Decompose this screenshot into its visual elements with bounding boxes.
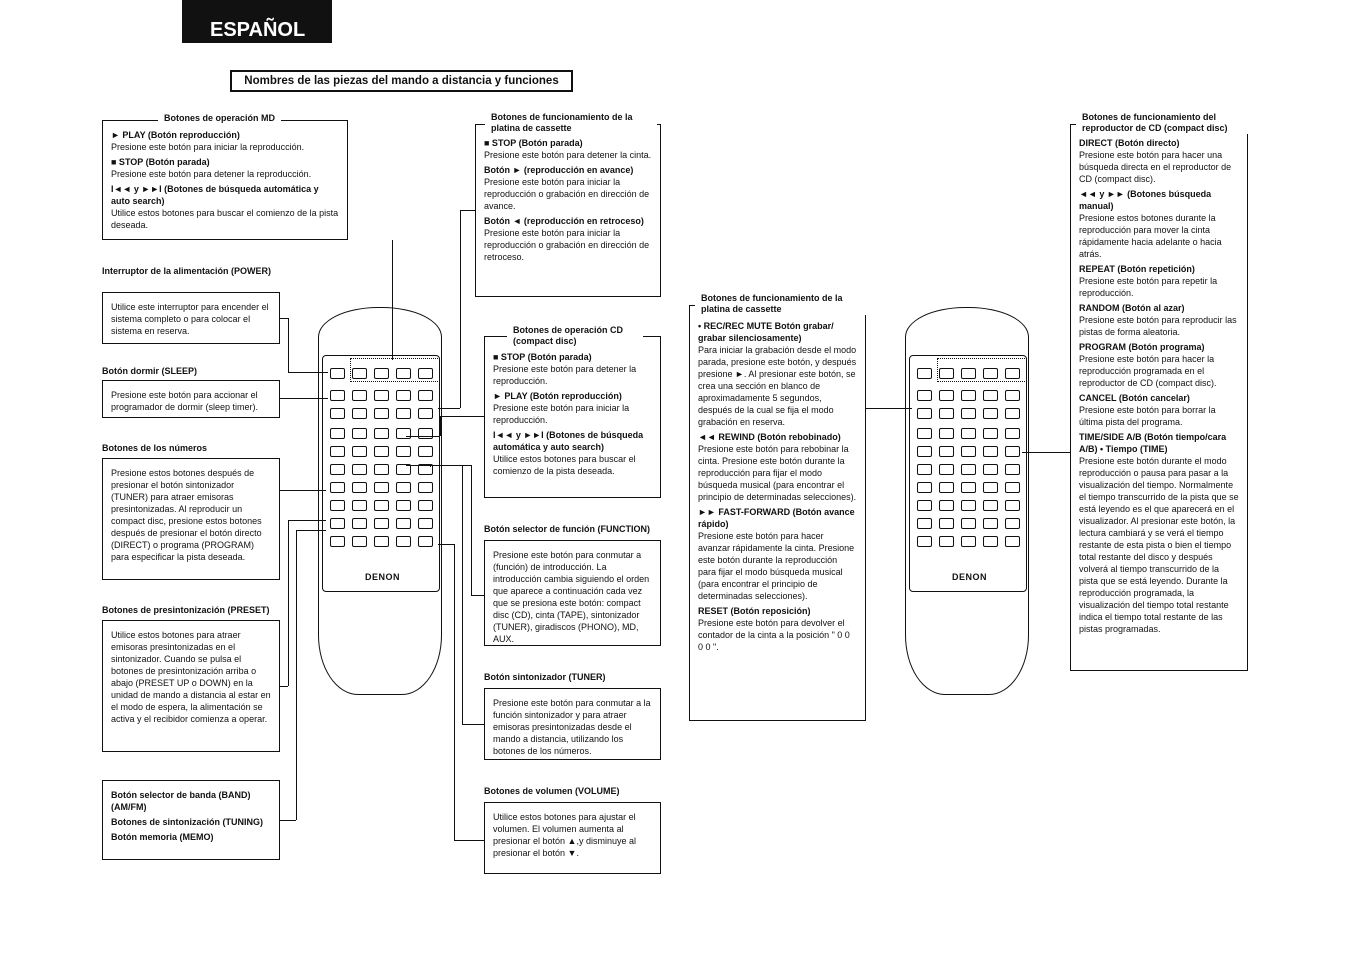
leader-line [288,372,328,373]
remote-key[interactable] [939,428,954,439]
remote-key[interactable] [418,408,433,419]
remote-key[interactable] [961,464,976,475]
remote-key[interactable] [1005,408,1020,419]
cassette2-section-title: Botones de funcionamiento de la platina de cassette [695,293,867,315]
leader-line [288,520,326,521]
tuner-label: Botón sintonizador (TUNER) [484,672,606,682]
leader-line [460,210,461,408]
remote-key[interactable] [917,464,932,475]
leader-line [866,408,912,409]
remote-key[interactable] [917,428,932,439]
cassette-box: ■ STOP (Botón parada) Presione este botón para detener la cinta. Botón ► (reproducción en avance) Presione este botón para iniciar la reproducción o grabación en dirección de avance. Botón ◄ (reproducción en retroceso) Presione este botón para iniciar la reproducción o grabación en dirección de retroceso. [475,124,661,297]
leader-line [471,595,484,596]
remote-left-brand: DENON [365,572,401,582]
remote-key[interactable] [418,500,433,511]
remote-key[interactable] [374,500,389,511]
remote-key[interactable] [1005,500,1020,511]
leader-line [392,240,393,360]
remote-key[interactable] [939,518,954,529]
power-label: Interruptor de la alimentación (POWER) [102,266,272,276]
remote-key[interactable] [1005,536,1020,547]
remote-key[interactable] [418,390,433,401]
md-buttons-box [102,120,348,240]
cassette-section-title: Botones de funcionamiento de la platina de cassette [485,112,657,134]
remote-key[interactable] [396,408,411,419]
numbers-label: Botones de los números [102,443,208,453]
function-label: Botón selector de función (FUNCTION) [484,524,650,534]
remote-key[interactable] [1005,390,1020,401]
remote-key[interactable] [418,482,433,493]
leader-line [438,465,439,466]
remote-key[interactable] [917,518,932,529]
remote-key[interactable] [983,390,998,401]
remote-key[interactable] [1005,518,1020,529]
cd-player-box: DIRECT (Botón directo) Presione este botón para hacer una búsqueda directa en el reproductor de CD (compact disc). ◄◄ y ►► (Botones búsqueda manual) Presione estos botones durante la reproducción para mover la cinta rápidamente hacia adelante o hacia atrás. REPEAT (Botón repetición) Presione este botón para repetir la reproducción. RANDOM (Botón al azar) Presione este botón para reproducir las pistas de forma aleatoria. PROGRAM (Botón programa) Presione este botón para hacer la reproducción programada en el reproductor de CD (compact disc). CANCEL (Botón cancelar) Presione este botón para borrar la última pista del programa. TIME/SIDE A/B (Botón tiempo/cara A/B) • Tiempo (TIME) Presione este botón durante el modo reproducción o pausa para pasar a la visualización del tiempo. Normalmente el tiempo transcurrido de la pista que se está leyendo es el que aparecerá en el visualizador. Al presionar este botón, la lectura cambiará y se verá el tiempo restante de esta pista o bien el tiempo total restante del disco y después volverá al tiempo transcurrido de la pista que se está leyendo. Durante la reproducción programada, la visualización del tiempo total restante indica el tiempo total restante de las pistas programadas. [1070,124,1248,671]
leader-line [440,416,484,417]
remote-key[interactable] [1005,428,1020,439]
leader-line [406,436,440,437]
remote-key[interactable] [330,500,345,511]
leader-line [438,408,460,409]
leader-line [288,318,289,372]
power-box: Utilice este interruptor para encender el sistema completo o para colocar el sistema en reserva. [102,292,280,344]
remote-key[interactable] [961,408,976,419]
remote-key[interactable] [352,500,367,511]
remote-key[interactable] [396,428,411,439]
leader-line [280,318,288,319]
remote-key[interactable] [374,428,389,439]
cassette2-box: • REC/REC MUTE Botón grabar/ grabar silenciosamente) Para iniciar la grabación desde el modo parada, presione este botón, y después presione ►. Al presionar este botón, se crea una sección en blanco de aproximadamente 5 segundos, después de la cual se fija el modo grabación en reserva. ◄◄ REWIND (Botón rebobinado) Presione este botón para rebobinar la cinta. Presione este botón durante la reproducción para fijar el modo búsqueda musical (para encontrar el principio de determinadas selecciones). ►► FAST-FORWARD (Botón avance rápido) Presione este botón para hacer avanzar rápidamente la cinta. Presione este botón durante la reproducción para fijar el modo búsqueda musical (para encontrar el principio de determinadas selecciones). RESET (Botón reposición) Presione este botón para devolver el contador de la cinta a la posición " 0 0 0 0 ". [689,305,866,721]
leader-line [454,544,455,840]
leader-line [280,820,296,821]
volume-label: Botones de volumen (VOLUME) [484,786,620,796]
remote-key[interactable] [396,518,411,529]
remote-key[interactable] [1005,482,1020,493]
remote-key-group [350,358,440,382]
md-item: ► PLAY (Botón reproducción) Presione este botón para iniciar la reproducción. [111,130,305,152]
remote-key[interactable] [396,482,411,493]
preset-label: Botones de presintonización (PRESET) [102,605,270,615]
numbers-box: Presione estos botones después de presionar el botón sintonizador (TUNER) para atraer emisoras presintonizadas. Al reproducir un compact disc, presione estos botones después de presionar el botón directo (DIRECT) o programa (PROGRAM) para especificar la pista deseada. [102,458,280,580]
remote-key[interactable] [374,482,389,493]
remote-key[interactable] [352,390,367,401]
leader-line [440,416,441,436]
remote-key[interactable] [939,390,954,401]
remote-key[interactable] [374,464,389,475]
remote-key[interactable] [961,536,976,547]
remote-key[interactable] [983,536,998,547]
remote-key[interactable] [330,390,345,401]
remote-key[interactable] [374,446,389,457]
leader-line [430,466,431,467]
remote-key[interactable] [352,518,367,529]
remote-key[interactable] [983,464,998,475]
remote-key[interactable] [418,446,433,457]
remote-key[interactable] [983,518,998,529]
md-section-title: Botones de operación MD [158,113,281,124]
remote-key[interactable] [352,408,367,419]
remote-key[interactable] [396,536,411,547]
remote-key[interactable] [939,464,954,475]
leader-line [462,724,484,725]
remote-key[interactable] [961,446,976,457]
remote-key[interactable] [352,536,367,547]
md-item: ■ STOP (Botón parada) Presione este botón para detener la reproducción. [111,157,312,179]
remote-key[interactable] [961,428,976,439]
remote-key[interactable] [330,518,345,529]
leader-line [280,686,288,687]
remote-key[interactable] [418,518,433,529]
remote-key[interactable] [396,446,411,457]
remote-key[interactable] [939,446,954,457]
leader-line [280,398,328,399]
remote-key[interactable] [330,408,345,419]
leader-line [471,465,472,595]
remote-key[interactable] [917,446,932,457]
remote-key[interactable] [961,518,976,529]
remote-key[interactable] [961,390,976,401]
remote-key[interactable] [352,446,367,457]
remote-key[interactable] [330,464,345,475]
remote-key[interactable] [352,464,367,475]
leader-line [280,490,326,491]
cd-op-box: ■ STOP (Botón parada) Presione este botón para detener la reproducción. ► PLAY (Botón reproducción) Presione este botón para iniciar la reproducción. I◄◄ y ►►I (Botones de búsqueda automática y auto search) Utilice estos botones para buscar el comienzo de la pista deseada. [484,336,661,498]
remote-key[interactable] [374,390,389,401]
leader-line [296,530,326,531]
remote-key[interactable] [330,482,345,493]
remote-key[interactable] [352,428,367,439]
remote-key[interactable] [939,500,954,511]
leader-line [288,520,289,686]
remote-key[interactable] [917,368,932,379]
volume-box: Utilice estos botones para ajustar el volumen. El volumen aumenta al presionar el botón ▲,y disminuye al presionar el botón ▼. [484,802,661,874]
remote-key[interactable] [374,518,389,529]
remote-key[interactable] [330,536,345,547]
language-tab: ESPAÑOL [182,0,332,43]
md-item: I◄◄ y ►►I (Botones de búsqueda automática y auto search) Utilice estos botones para buscar el comienzo de la pista deseada. [111,184,339,230]
remote-key[interactable] [917,390,932,401]
remote-key[interactable] [917,482,932,493]
remote-key[interactable] [917,408,932,419]
leader-line [454,840,484,841]
remote-key[interactable] [961,482,976,493]
remote-key[interactable] [418,428,433,439]
cd-op-section-title: Botones de operación CD (compact disc) [507,325,643,347]
remote-right-brand: DENON [952,572,988,582]
remote-key[interactable] [1005,446,1020,457]
remote-key[interactable] [983,446,998,457]
remote-key[interactable] [983,428,998,439]
leader-line [296,530,297,820]
remote-key[interactable] [917,500,932,511]
tuner-box: Presione este botón para conmutar a la función sintonizador y para atraer emisoras presintonizadas desde el mando a distancia, utilizando los botones de los números. [484,688,661,760]
remote-key[interactable] [396,500,411,511]
remote-key[interactable] [330,446,345,457]
remote-key[interactable] [961,500,976,511]
sleep-label: Botón dormir (SLEEP) [102,366,197,376]
page-title: Nombres de las piezas del mando a distancia y funciones [230,70,573,92]
leader-line [460,210,475,211]
remote-key[interactable] [939,482,954,493]
band-box: Botón selector de banda (BAND) (AM/FM) Botones de sintonización (TUNING) Botón memoria (MEMO) [102,780,280,860]
function-box: Presione este botón para conmutar a (función) de introducción. La introducción cambia siguiendo el orden que aparece a continuación cada vez que se presiona este botón: compact disc (CD), cinta (TAPE), sintonizador (TUNER), giradiscos (PHONO), MD, AUX. [484,540,661,646]
remote-key-group [937,358,1027,382]
preset-box: Utilice estos botones para atraer emisoras presintonizadas en el sintonizador. Cuando se pulsa el botones de presintonización arriba o abajo (PRESET UP o DOWN) en la unidad de mando a distancia al estar en el modo de espera, la alimentación se activa y el recibidor comienza a operar. [102,620,280,752]
leader-line [438,544,454,545]
leader-line [462,466,463,724]
remote-key[interactable] [917,536,932,547]
remote-key[interactable] [374,408,389,419]
remote-key[interactable] [374,536,389,547]
leader-line [1022,452,1070,453]
remote-key[interactable] [939,408,954,419]
cd-player-section-title: Botones de funcionamiento del reproductor de CD (compact disc) [1076,112,1250,134]
sleep-box: Presione este botón para accionar el programador de dormir (sleep timer). [102,380,280,418]
remote-key[interactable] [418,536,433,547]
remote-key[interactable] [983,408,998,419]
remote-key[interactable] [1005,464,1020,475]
remote-key[interactable] [396,390,411,401]
remote-key[interactable] [939,536,954,547]
remote-key[interactable] [330,368,345,379]
remote-key[interactable] [983,500,998,511]
remote-key[interactable] [330,428,345,439]
remote-key[interactable] [352,482,367,493]
remote-key[interactable] [983,482,998,493]
